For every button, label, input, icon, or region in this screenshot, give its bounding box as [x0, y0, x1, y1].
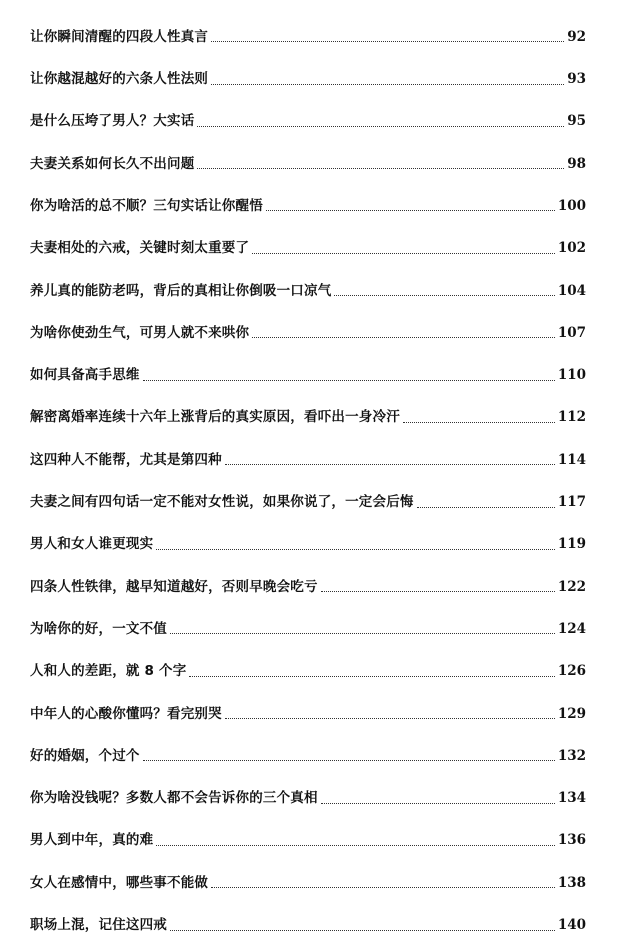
toc-entry[interactable]	[30, 773, 586, 815]
dot-leader	[321, 591, 555, 592]
toc-entry-title: 为啥你使劲生气，可男人就不来哄你	[30, 324, 250, 341]
toc-entry-title: 让你越混越好的六条人性法则	[30, 71, 209, 88]
dot-leader	[211, 887, 555, 888]
toc-entry-title: 女人在感情中，哪些事不能做	[30, 874, 209, 891]
toc-entry-page-number: 98	[567, 155, 586, 172]
toc-entry-page-number: 132	[557, 747, 586, 764]
dot-leader	[225, 464, 555, 465]
toc-entry-page-number: 117	[557, 494, 586, 511]
dot-leader	[211, 84, 564, 85]
dot-leader	[143, 380, 555, 381]
toc-entry-title: 养儿真的能防老吗，背后的真相让你倒吸一口凉气	[30, 282, 332, 299]
toc-entry-page-number: 140	[557, 917, 586, 934]
toc-entry-title: 人和人的差距，就 8 个字	[30, 663, 187, 680]
toc-entry-page-number: 129	[557, 705, 586, 722]
toc-entry[interactable]	[30, 477, 586, 519]
toc-entry-page-number: 138	[557, 874, 586, 891]
toc-entry-title: 夫妻之间有四句话一定不能对女性说，如果你说了，一定会后悔	[30, 494, 414, 511]
dot-leader	[189, 676, 554, 677]
toc-entry-title: 中年人的心酸你懂吗？看完别哭	[30, 705, 222, 722]
toc-entry-title: 职场上混，记住这四戒	[30, 917, 167, 934]
toc-entry-page-number: 95	[567, 113, 586, 130]
dot-leader	[225, 718, 555, 719]
toc-entry[interactable]	[30, 54, 586, 96]
toc-entry[interactable]	[30, 139, 586, 181]
toc-entry-page-number: 107	[557, 324, 586, 341]
toc-entry-page-number: 122	[557, 578, 586, 595]
toc-entry-page-number: 114	[557, 451, 586, 468]
toc-entry[interactable]	[30, 520, 586, 562]
toc-entry-title: 如何具备高手思维	[30, 367, 140, 384]
dot-leader	[197, 168, 564, 169]
toc-entry-page-number: 124	[557, 620, 586, 637]
toc-entry[interactable]	[30, 97, 586, 139]
toc-entry-page-number: 134	[557, 790, 586, 807]
dot-leader	[252, 253, 555, 254]
toc-entry-page-number: 112	[557, 409, 586, 426]
toc-entry-title: 夫妻相处的六戒，关键时刻太重要了	[30, 240, 250, 257]
toc-entry[interactable]	[30, 900, 586, 942]
dot-leader	[156, 845, 555, 846]
toc-entry-title: 是什么压垮了男人？大实话	[30, 113, 195, 130]
toc-entry-page-number: 110	[557, 367, 586, 384]
toc-entry-title: 你为啥活的总不顺？三句实话让你醒悟	[30, 197, 263, 214]
toc-entry-page-number: 126	[557, 663, 586, 680]
toc-entry-title: 让你瞬间清醒的四段人性真言	[30, 28, 209, 45]
dot-leader	[266, 210, 555, 211]
toc-entry-page-number: 119	[557, 536, 586, 553]
toc-entry-page-number: 93	[567, 71, 586, 88]
toc-entry[interactable]	[30, 646, 586, 688]
toc-entry[interactable]	[30, 393, 586, 435]
dot-leader	[321, 803, 555, 804]
toc-entry-title: 你为啥没钱呢？多数人都不会告诉你的三个真相	[30, 790, 318, 807]
toc-entry-title: 这四种人不能帮，尤其是第四种	[30, 451, 222, 468]
toc-entry-page-number: 102	[557, 240, 586, 257]
toc-entry[interactable]	[30, 858, 586, 900]
toc-entry-title: 解密离婚率连续十六年上涨背后的真实原因，看吓出一身冷汗	[30, 409, 400, 426]
dot-leader	[170, 633, 555, 634]
toc-entry-page-number: 136	[557, 832, 586, 849]
toc-entry[interactable]	[30, 689, 586, 731]
toc-entry[interactable]	[30, 266, 586, 308]
toc-entry[interactable]	[30, 604, 586, 646]
toc-entry[interactable]	[30, 181, 586, 223]
dot-leader	[252, 337, 555, 338]
toc-entry[interactable]	[30, 562, 586, 604]
table-of-contents	[30, 12, 586, 943]
toc-entry-title: 为啥你的好，一文不值	[30, 620, 167, 637]
dot-leader	[143, 760, 555, 761]
toc-entry[interactable]	[30, 435, 586, 477]
toc-entry-page-number: 104	[557, 282, 586, 299]
toc-entry-page-number: 92	[567, 28, 586, 45]
dot-leader	[211, 41, 564, 42]
toc-entry-title: 好的婚姻，个过个	[30, 747, 140, 764]
dot-leader	[403, 422, 555, 423]
toc-entry[interactable]	[30, 308, 586, 350]
toc-entry[interactable]	[30, 816, 586, 858]
toc-entry[interactable]	[30, 12, 586, 54]
toc-entry[interactable]	[30, 223, 586, 265]
toc-entry-title: 男人到中年，真的难	[30, 832, 154, 849]
toc-entry-title: 男人和女人谁更现实	[30, 536, 154, 553]
dot-leader	[334, 295, 554, 296]
toc-entry-title: 夫妻关系如何长久不出问题	[30, 155, 195, 172]
toc-entry-title: 四条人性铁律，越早知道越好，否则早晚会吃亏	[30, 578, 318, 595]
toc-entry[interactable]	[30, 350, 586, 392]
dot-leader	[170, 930, 555, 931]
dot-leader	[156, 549, 555, 550]
toc-entry-page-number: 100	[557, 197, 586, 214]
dot-leader	[417, 507, 555, 508]
toc-entry[interactable]	[30, 731, 586, 773]
dot-leader	[197, 126, 564, 127]
